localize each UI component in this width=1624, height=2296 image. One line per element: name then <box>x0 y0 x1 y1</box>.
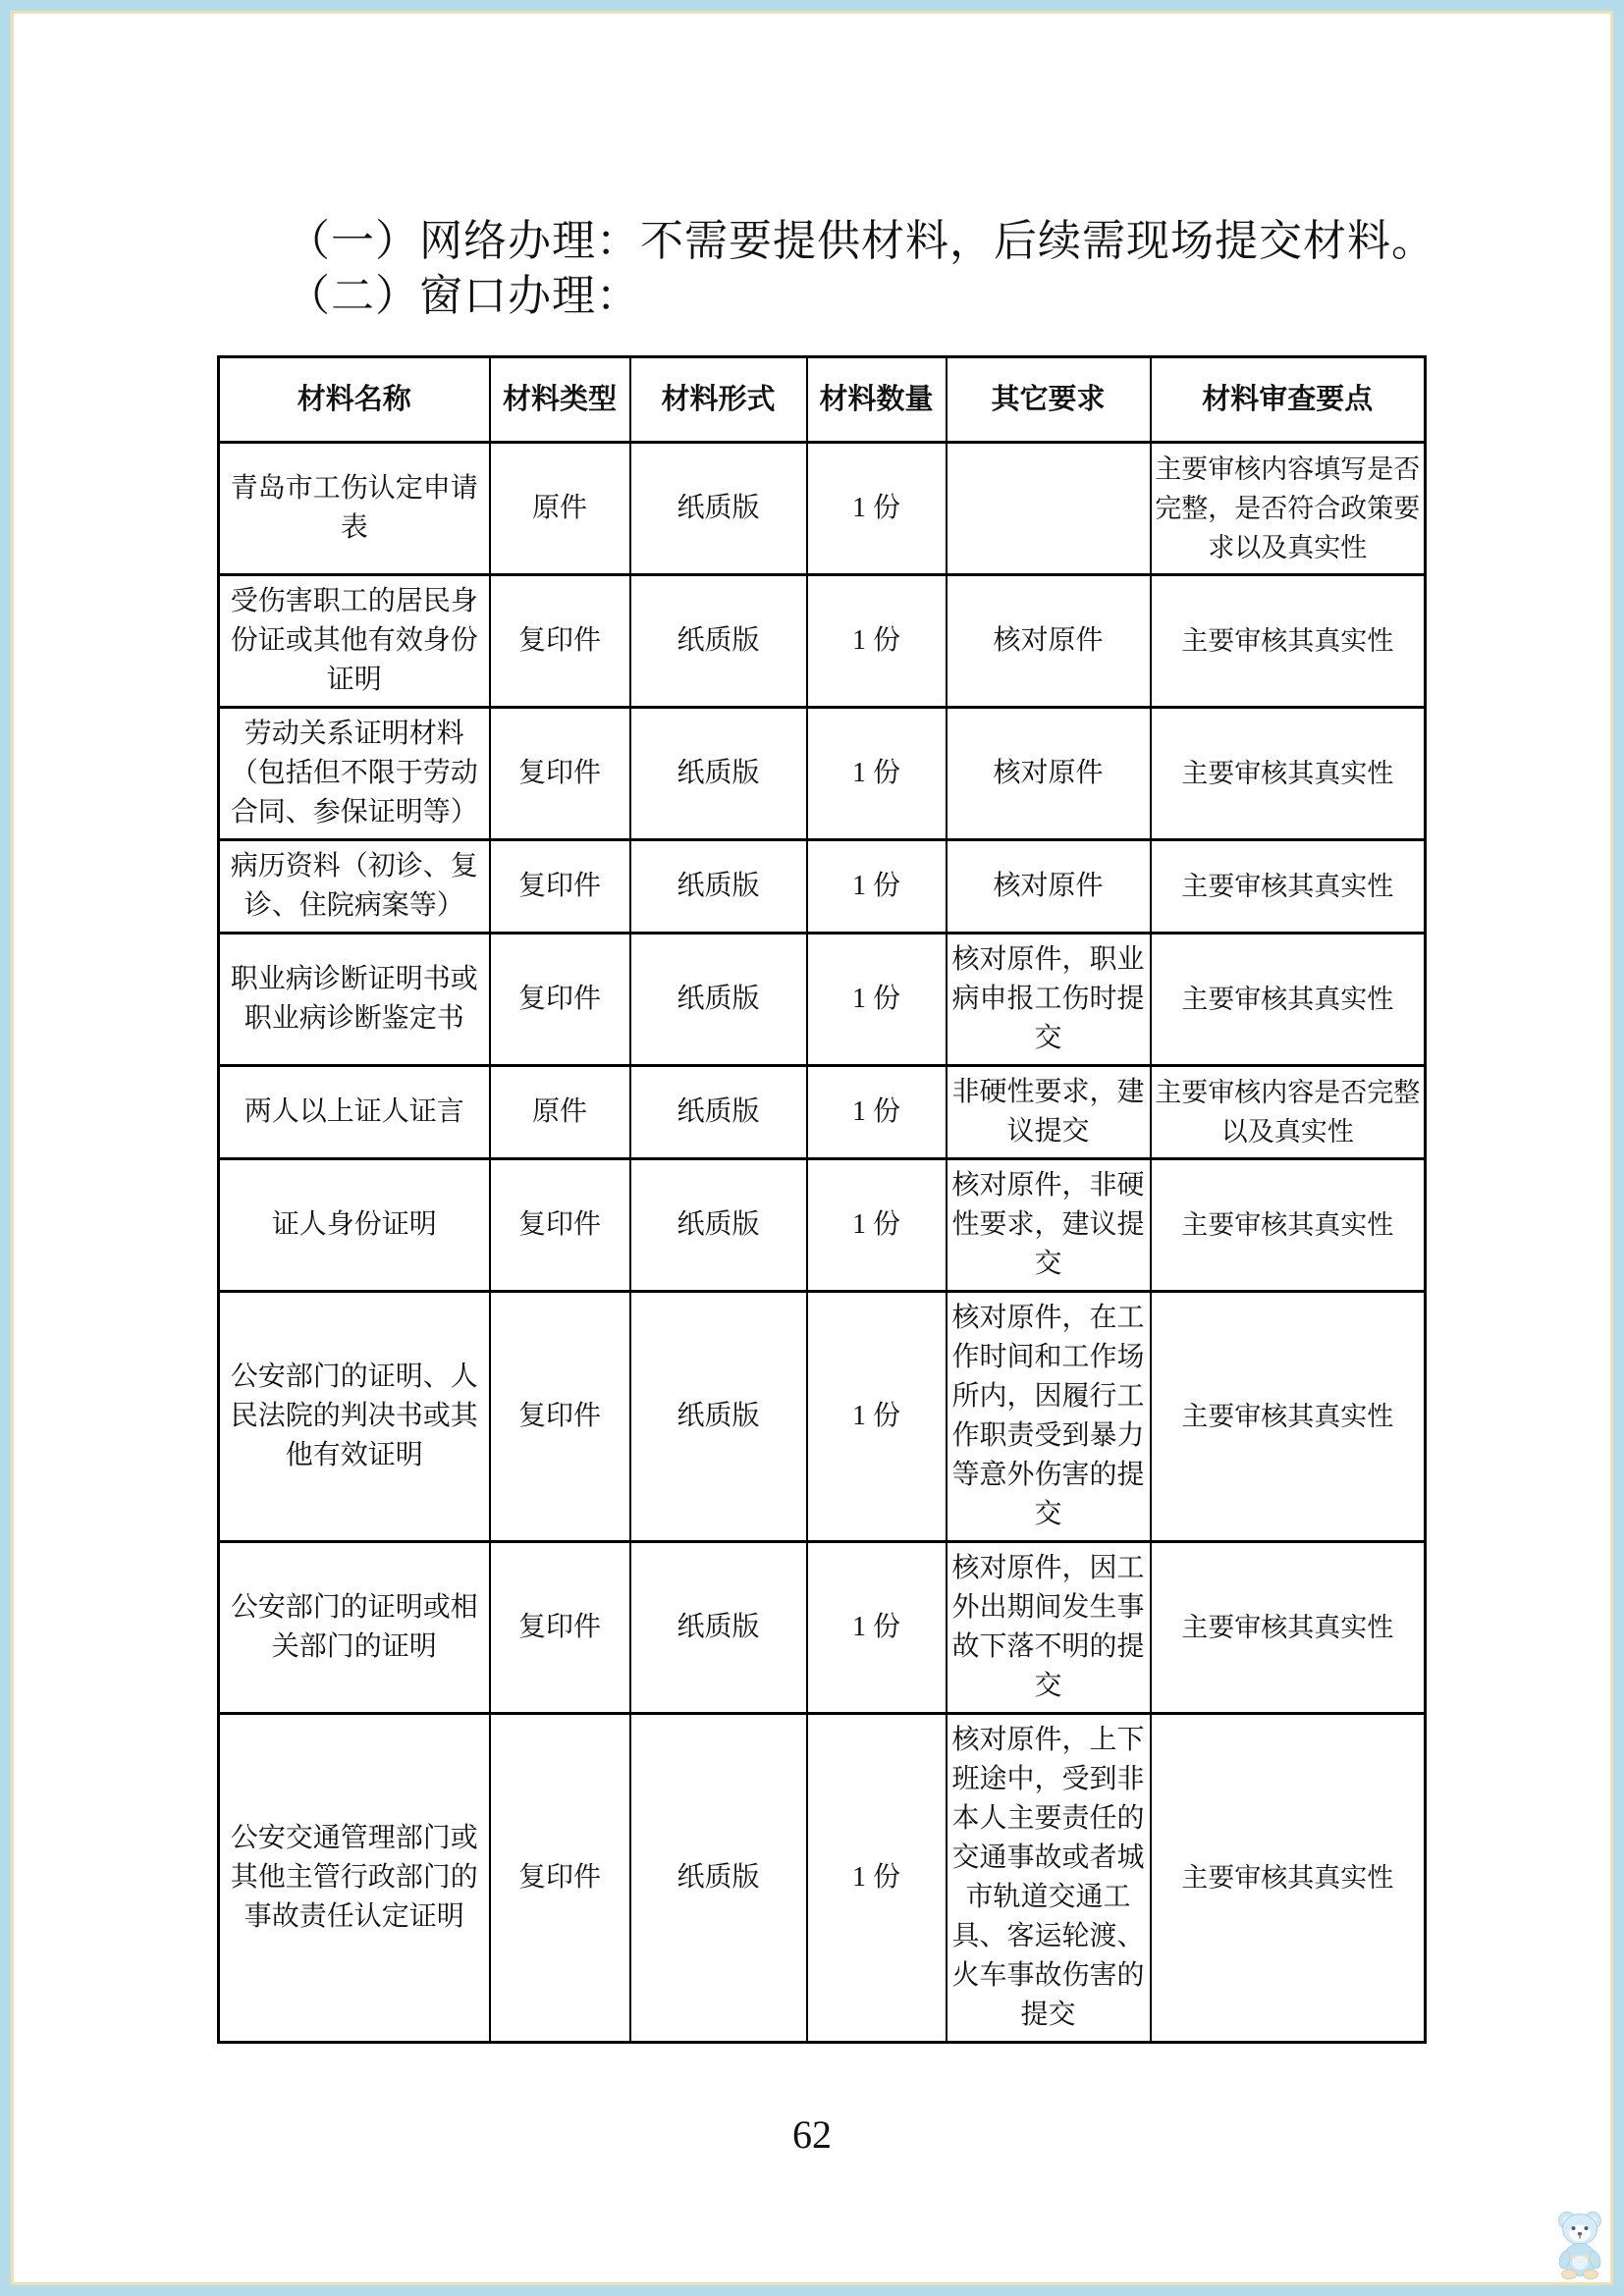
table-cell: 复印件 <box>490 708 630 840</box>
table-cell: 公安部门的证明、人民法院的判决书或其他有效证明 <box>219 1292 490 1542</box>
table-cell: 复印件 <box>490 1714 630 2043</box>
table-cell: 主要审核其真实性 <box>1151 575 1426 708</box>
column-header: 材料形式 <box>630 357 807 443</box>
table-cell: 复印件 <box>490 1159 630 1292</box>
table-cell: 主要审核其真实性 <box>1151 708 1426 840</box>
table-cell: 核对原件 <box>947 575 1151 708</box>
table-cell: 青岛市工伤认定申请表 <box>219 443 490 575</box>
page-number: 62 <box>792 2112 832 2157</box>
table-cell: 纸质版 <box>630 1292 807 1542</box>
table-cell: 公安交通管理部门或其他主管行政部门的事故责任认定证明 <box>219 1714 490 2043</box>
table-cell: 病历资料（初诊、复诊、住院病案等） <box>219 840 490 934</box>
header-row <box>219 357 1426 443</box>
table-cell: 核对原件，因工外出期间发生事故下落不明的提交 <box>947 1542 1151 1714</box>
table-row <box>219 1066 1426 1159</box>
table-row <box>219 1542 1426 1714</box>
table-cell: 非硬性要求，建议提交 <box>947 1066 1151 1159</box>
intro-line-2: （二）窗口办理： <box>287 272 640 320</box>
table-cell: 原件 <box>490 443 630 575</box>
column-header: 材料名称 <box>219 357 490 443</box>
teddy-bear-icon <box>1554 2209 1611 2279</box>
table-cell: 1 份 <box>807 1066 947 1159</box>
table-cell: 1 份 <box>807 1714 947 2043</box>
table-cell: 1 份 <box>807 443 947 575</box>
table-cell: 公安部门的证明或相关部门的证明 <box>219 1542 490 1714</box>
table-cell: 纸质版 <box>630 575 807 708</box>
table-cell: 劳动关系证明材料（包括但不限于劳动合同、参保证明等） <box>219 708 490 840</box>
table-cell: 主要审核内容填写是否完整，是否符合政策要求以及真实性 <box>1151 443 1426 575</box>
table-body <box>219 443 1426 2043</box>
table-cell: 纸质版 <box>630 1066 807 1159</box>
table-cell: 1 份 <box>807 934 947 1066</box>
table-cell: 两人以上证人证言 <box>219 1066 490 1159</box>
intro-line-1: （一）网络办理：不需要提供材料，后续需现场提交材料。 <box>287 217 1435 265</box>
table-cell: 复印件 <box>490 575 630 708</box>
table-cell: 复印件 <box>490 1292 630 1542</box>
table-cell: 纸质版 <box>630 1714 807 2043</box>
materials-table <box>217 355 1427 2044</box>
table-cell: 纸质版 <box>630 1542 807 1714</box>
table-cell: 1 份 <box>807 840 947 934</box>
table-row <box>219 1159 1426 1292</box>
table-row <box>219 934 1426 1066</box>
column-header: 材料审查要点 <box>1151 357 1426 443</box>
table-cell: 核对原件，职业病申报工伤时提交 <box>947 934 1151 1066</box>
table-cell: 纸质版 <box>630 840 807 934</box>
table-cell: 1 份 <box>807 575 947 708</box>
table-cell: 纸质版 <box>630 443 807 575</box>
table-cell: 复印件 <box>490 840 630 934</box>
table-cell: 核对原件，非硬性要求，建议提交 <box>947 1159 1151 1292</box>
table-row <box>219 443 1426 575</box>
table-cell: 1 份 <box>807 1542 947 1714</box>
table-cell: 主要审核其真实性 <box>1151 840 1426 934</box>
table-cell: 主要审核其真实性 <box>1151 934 1426 1066</box>
table-cell: 核对原件，上下班途中，受到非本人主要责任的交通事故或者城市轨道交通工具、客运轮渡、火车事故伤害的提交 <box>947 1714 1151 2043</box>
table-cell: 复印件 <box>490 1542 630 1714</box>
table-cell: 证人身份证明 <box>219 1159 490 1292</box>
table-cell: 主要审核内容是否完整以及真实性 <box>1151 1066 1426 1159</box>
table-row <box>219 840 1426 934</box>
table-cell: 受伤害职工的居民身份证或其他有效身份证明 <box>219 575 490 708</box>
table-row <box>219 708 1426 840</box>
column-header: 其它要求 <box>947 357 1151 443</box>
table-cell: 主要审核其真实性 <box>1151 1542 1426 1714</box>
column-header: 材料类型 <box>490 357 630 443</box>
table-cell: 1 份 <box>807 1292 947 1542</box>
table-cell: 1 份 <box>807 708 947 840</box>
table-cell: 纸质版 <box>630 934 807 1066</box>
table-row <box>219 1714 1426 2043</box>
table-cell <box>947 443 1151 575</box>
table-cell: 纸质版 <box>630 1159 807 1292</box>
table-row <box>219 1292 1426 1542</box>
table-cell: 1 份 <box>807 1159 947 1292</box>
table-cell: 职业病诊断证明书或职业病诊断鉴定书 <box>219 934 490 1066</box>
table-cell: 核对原件 <box>947 840 1151 934</box>
table-cell: 纸质版 <box>630 708 807 840</box>
table-cell: 主要审核其真实性 <box>1151 1159 1426 1292</box>
table-cell: 核对原件，在工作时间和工作场所内，因履行工作职责受到暴力等意外伤害的提交 <box>947 1292 1151 1542</box>
table-cell: 原件 <box>490 1066 630 1159</box>
intro-text <box>287 214 1554 324</box>
table-cell: 核对原件 <box>947 708 1151 840</box>
table-cell: 主要审核其真实性 <box>1151 1714 1426 2043</box>
column-header: 材料数量 <box>807 357 947 443</box>
table-cell: 复印件 <box>490 934 630 1066</box>
table-cell: 主要审核其真实性 <box>1151 1292 1426 1542</box>
table-row <box>219 575 1426 708</box>
